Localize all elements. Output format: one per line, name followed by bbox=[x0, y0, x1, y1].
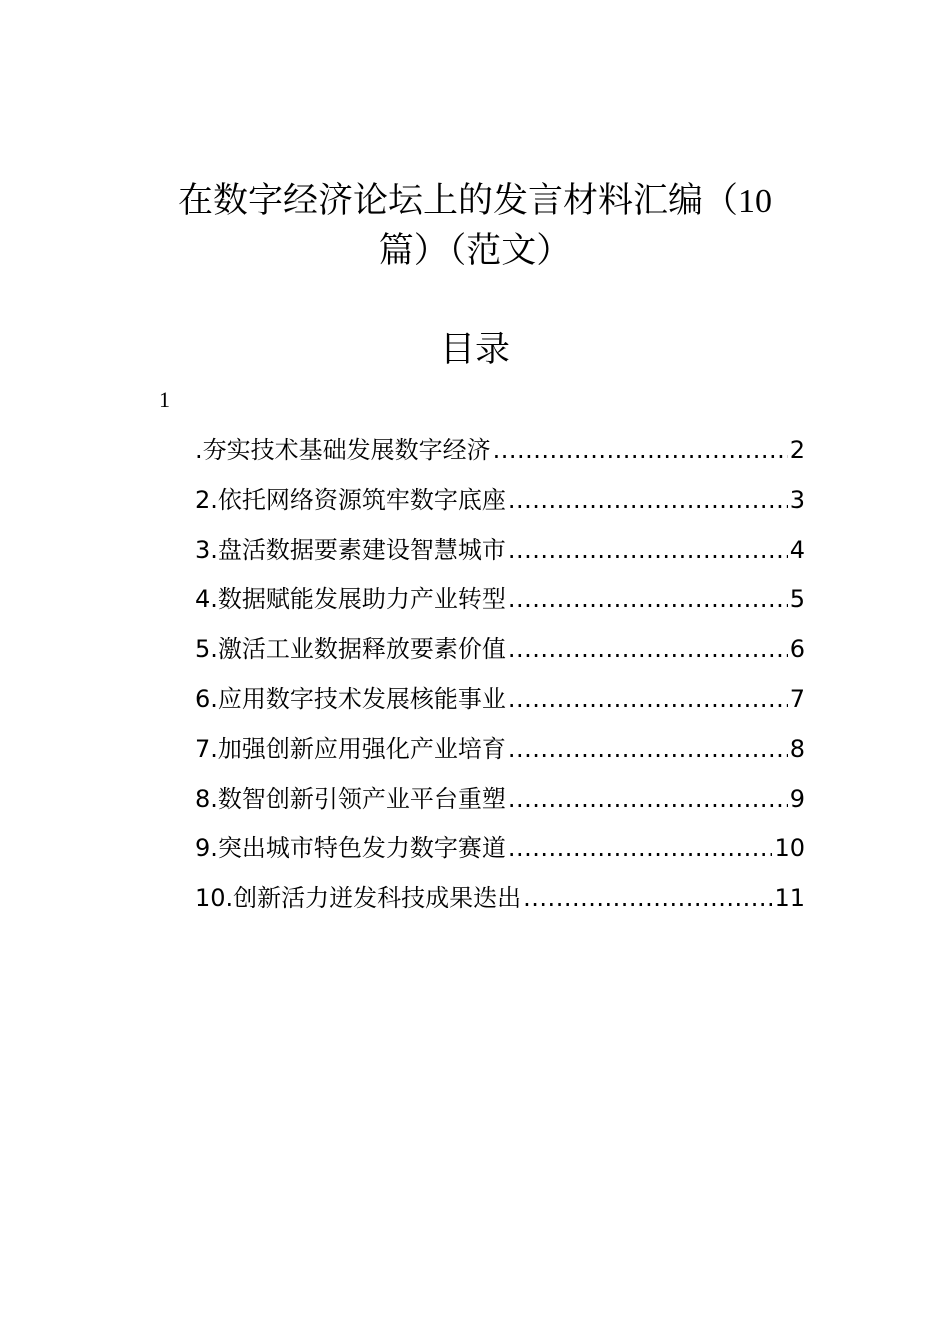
toc-entry-8[interactable] bbox=[195, 779, 805, 829]
toc-dot-leader bbox=[523, 878, 772, 918]
toc-entry-10[interactable] bbox=[195, 878, 805, 928]
toc-dot-leader bbox=[508, 729, 788, 769]
toc-entry-label: .夯实技术基础发展数字经济 bbox=[195, 436, 491, 464]
toc-entry-6[interactable] bbox=[195, 679, 805, 729]
toc-dot-leader bbox=[508, 480, 788, 520]
toc-entry-label: 3.盘活数据要素建设智慧城市 bbox=[195, 535, 506, 564]
toc-dot-leader bbox=[508, 828, 773, 868]
toc-entry-label: 9.突出城市特色发力数字赛道 bbox=[195, 834, 506, 863]
toc-entry-page: 11 bbox=[774, 884, 805, 913]
table-of-contents bbox=[195, 430, 805, 928]
toc-entry-page: 3 bbox=[789, 485, 805, 514]
toc-entry-label: 2.依托网络资源筑牢数字底座 bbox=[195, 485, 506, 514]
toc-dot-leader bbox=[508, 530, 788, 570]
toc-entry-label: 8.数智创新引领产业平台重塑 bbox=[195, 784, 506, 813]
toc-entry-4[interactable] bbox=[195, 579, 805, 629]
toc-entry-1[interactable] bbox=[195, 430, 805, 480]
toc-dot-leader bbox=[508, 579, 788, 619]
toc-dot-leader bbox=[508, 629, 788, 669]
toc-dot-leader bbox=[493, 430, 788, 470]
toc-entry-label: 7.加强创新应用强化产业培育 bbox=[195, 734, 506, 763]
toc-dot-leader bbox=[508, 679, 788, 719]
toc-entry-2[interactable] bbox=[195, 480, 805, 530]
toc-entry-9[interactable] bbox=[195, 828, 805, 878]
title-line-2: 篇）（范文） bbox=[378, 231, 572, 271]
toc-entry-label: 6.应用数字技术发展核能事业 bbox=[195, 684, 506, 713]
toc-entry-page: 8 bbox=[789, 734, 805, 763]
document-title bbox=[0, 176, 950, 276]
toc-entry-page: 5 bbox=[789, 585, 805, 614]
stray-number: 1 bbox=[159, 387, 170, 412]
toc-entry-5[interactable] bbox=[195, 629, 805, 679]
toc-entry-page: 4 bbox=[789, 535, 805, 564]
toc-entry-3[interactable] bbox=[195, 530, 805, 580]
toc-entry-7[interactable] bbox=[195, 729, 805, 779]
toc-entry-page: 2 bbox=[789, 436, 805, 464]
toc-entry-label: 5.激活工业数据释放要素价值 bbox=[195, 635, 506, 664]
toc-entry-label: 4.数据赋能发展助力产业转型 bbox=[195, 585, 506, 614]
toc-dot-leader bbox=[508, 779, 788, 819]
title-line-1 bbox=[0, 176, 950, 226]
title-text-1: 在数字经济论坛上的发言材料汇编（ bbox=[177, 181, 738, 221]
toc-entry-page: 7 bbox=[789, 684, 805, 713]
title-count: 10 bbox=[738, 183, 772, 220]
toc-entry-page: 6 bbox=[789, 635, 805, 664]
toc-heading: 目录 bbox=[439, 330, 510, 370]
toc-entry-label: 10.创新活力迸发科技成果迭出 bbox=[195, 884, 522, 913]
toc-entry-page: 9 bbox=[789, 784, 805, 813]
toc-entry-page: 10 bbox=[774, 834, 805, 863]
